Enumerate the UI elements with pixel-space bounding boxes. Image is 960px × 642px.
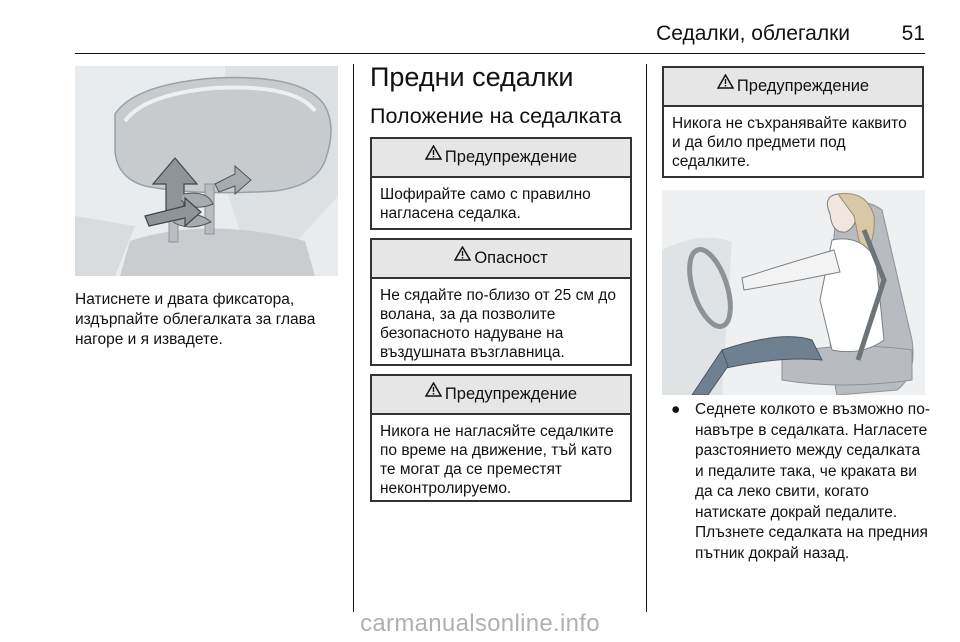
warning-box	[370, 137, 632, 230]
danger-box	[370, 238, 632, 366]
instruction-list	[670, 400, 930, 564]
list-item-text: Седнете колкото е възможно по-навътре в седалката. Нагласете разстоянието между седалката и педалите така, че краката ви да са леко свити, когато натискате докрай педалите. Плъзнете седалката на предния пътник докрай назад.	[695, 401, 930, 562]
warning-box-heading: Предупреждение	[444, 385, 578, 403]
headrest-adjustment-drawing	[75, 66, 338, 276]
warning-box	[370, 374, 632, 502]
column-divider-left	[353, 64, 354, 612]
running-header-title: Седалки, облегалки	[656, 22, 850, 45]
bullet-marker: ●	[671, 401, 681, 418]
header-rule	[75, 53, 925, 54]
warning-triangle-icon	[717, 66, 734, 103]
warning-box-heading: Предупреждение	[736, 77, 870, 95]
driver-seating-drawing	[662, 190, 925, 395]
page-number: 51	[901, 22, 925, 45]
warning-box-text: Никога не нагласяйте седалките по време на движение, тъй като те могат да се преместят неконтролируемо.	[380, 423, 614, 497]
warning-box-text: Шофирайте само с правилно нагласена седалка.	[380, 186, 591, 222]
warning-triangle-icon	[425, 374, 442, 411]
section-title: Предни седалки	[370, 62, 574, 92]
warning-box-text: Никога не съхранявайте каквито и да било предмети под седалките.	[672, 115, 907, 170]
driver-seating-position-illustration	[662, 190, 925, 395]
danger-box-text: Не сядайте по-близо от 25 см до волана, за да позволите безопасното надуване на въздушната възглавница.	[380, 287, 616, 361]
warning-triangle-icon	[454, 238, 471, 275]
danger-box-header	[372, 240, 630, 279]
headrest-adjustment-illustration	[75, 66, 338, 276]
figure-caption: Натиснете и двата фиксатора, издърпайте облегалката за глава нагоре и я извадете.	[75, 291, 316, 348]
warning-box-heading: Предупреждение	[444, 148, 578, 166]
warning-triangle-icon	[425, 137, 442, 174]
danger-box-heading: Опасност	[474, 249, 548, 267]
warning-box-header	[372, 139, 630, 178]
warning-box	[662, 66, 924, 178]
site-watermark[interactable]: carmanualsonline.info	[360, 610, 600, 637]
warning-box-header	[372, 376, 630, 415]
subsection-title: Положение на седалката	[370, 104, 622, 128]
list-item	[670, 400, 930, 564]
warning-box-header	[664, 68, 922, 107]
column-divider-right	[646, 64, 647, 612]
